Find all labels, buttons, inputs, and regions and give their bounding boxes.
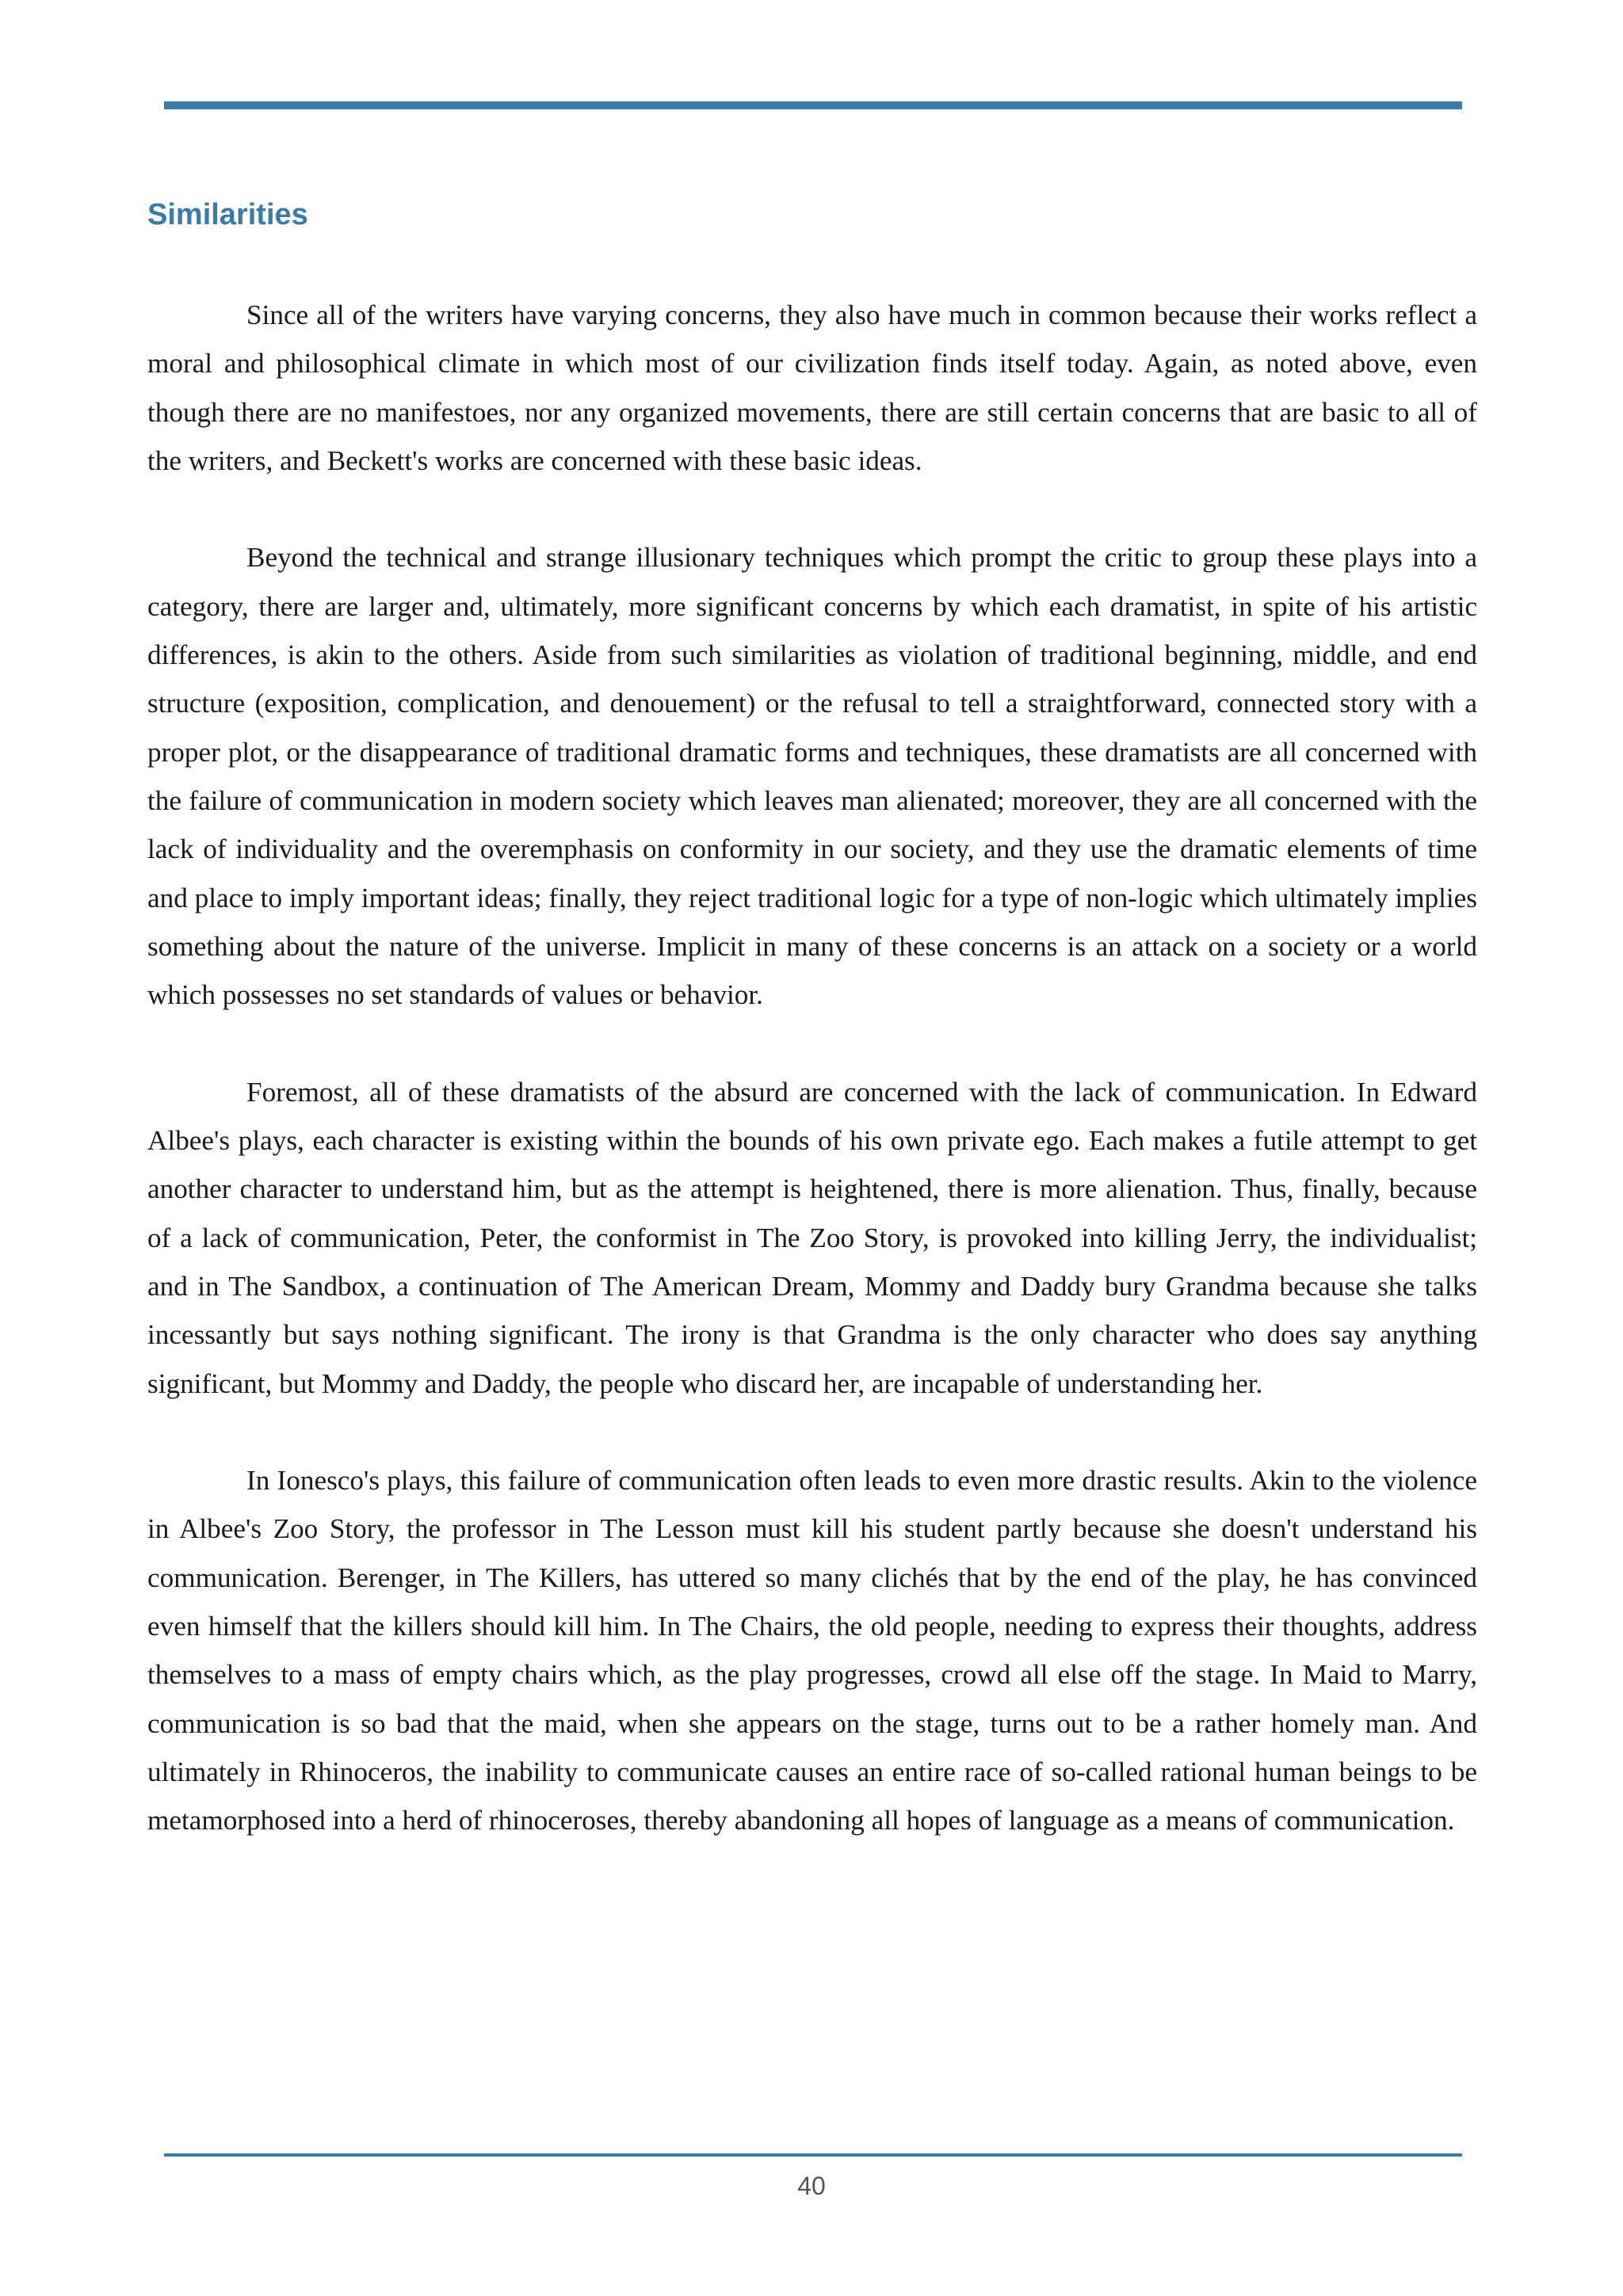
paragraph: Since all of the writers have varying concerns, they also have much in common because their works reflect a moral and philosophical climate in which most of our civilization finds itself today. Again, as noted above, even though there are no manifestoes, nor any organized movements, there are still certain concerns that are basic to all of the writers, and Beckett's works are concerned with these basic ideas. bbox=[147, 299, 1477, 476]
body-text bbox=[147, 291, 1477, 1894]
paragraph: Foremost, all of these dramatists of the absurd are concerned with the lack of communication. In Edward Albee's plays, each character is existing within the bounds of his own private ego. Each makes a futile attempt to get another character to understand him, but as the attempt is heightened, there is more alienation. Thus, finally, because of a lack of communication, Peter, the conformist in The Zoo Story, is provoked into killing Jerry, the individualist; and in The Sandbox, a continuation of The American Dream, Mommy and Daddy bury Grandma because she talks incessantly but says nothing significant. The irony is that Grandma is the only character who does say anything significant, but Mommy and Daddy, the people who discard her, are incapable of understanding her. bbox=[147, 1076, 1477, 1399]
paragraph: Beyond the technical and strange illusionary techniques which prompt the critic to group these plays into a category, there are larger and, ultimately, more significant concerns by which each dramatist, in spite of his artistic differences, is akin to the others. Aside from such similarities as violation of traditional beginning, middle, and end structure (exposition, complication, and denouement) or the refusal to tell a straightforward, connected story with a proper plot, or the disappearance of traditional dramatic forms and techniques, these dramatists are all concerned with the failure of communication in modern society which leaves man alienated; moreover, they are all concerned with the lack of individuality and the overemphasis on conformity in our society, and they use the dramatic elements of time and place to imply important ideas; finally, they reject traditional logic for a type of non-logic which ultimately implies something about the nature of the universe. Implicit in many of these concerns is an attack on a society or a world which possesses no set standards of values or behavior. bbox=[147, 542, 1477, 1011]
header-rule bbox=[164, 101, 1462, 109]
footer-rule bbox=[164, 2153, 1462, 2157]
paragraph: In Ionesco's plays, this failure of communication often leads to even more drastic results. Akin to the violence in Albee's Zoo Story, the professor in The Lesson must kill his student partly because she doesn't understand his communication. Berenger, in The Killers, has uttered so many clichés that by the end of the play, he has convinced even himself that the killers should kill him. In The Chairs, the old people, needing to express their thoughts, address themselves to a mass of empty chairs which, as the play progresses, crowd all else off the stage. In Maid to Marry, communication is so bad that the maid, when she appears on the stage, turns out to be a rather homely man. And ultimately in Rhinoceros, the inability to communicate causes an entire race of so-called rational human beings to be metamorphosed into a herd of rhinoceroses, thereby abandoning all hopes of language as a means of communication. bbox=[147, 1465, 1477, 1836]
page-number: 40 bbox=[797, 2172, 826, 2200]
section-heading: Similarities bbox=[147, 198, 308, 231]
